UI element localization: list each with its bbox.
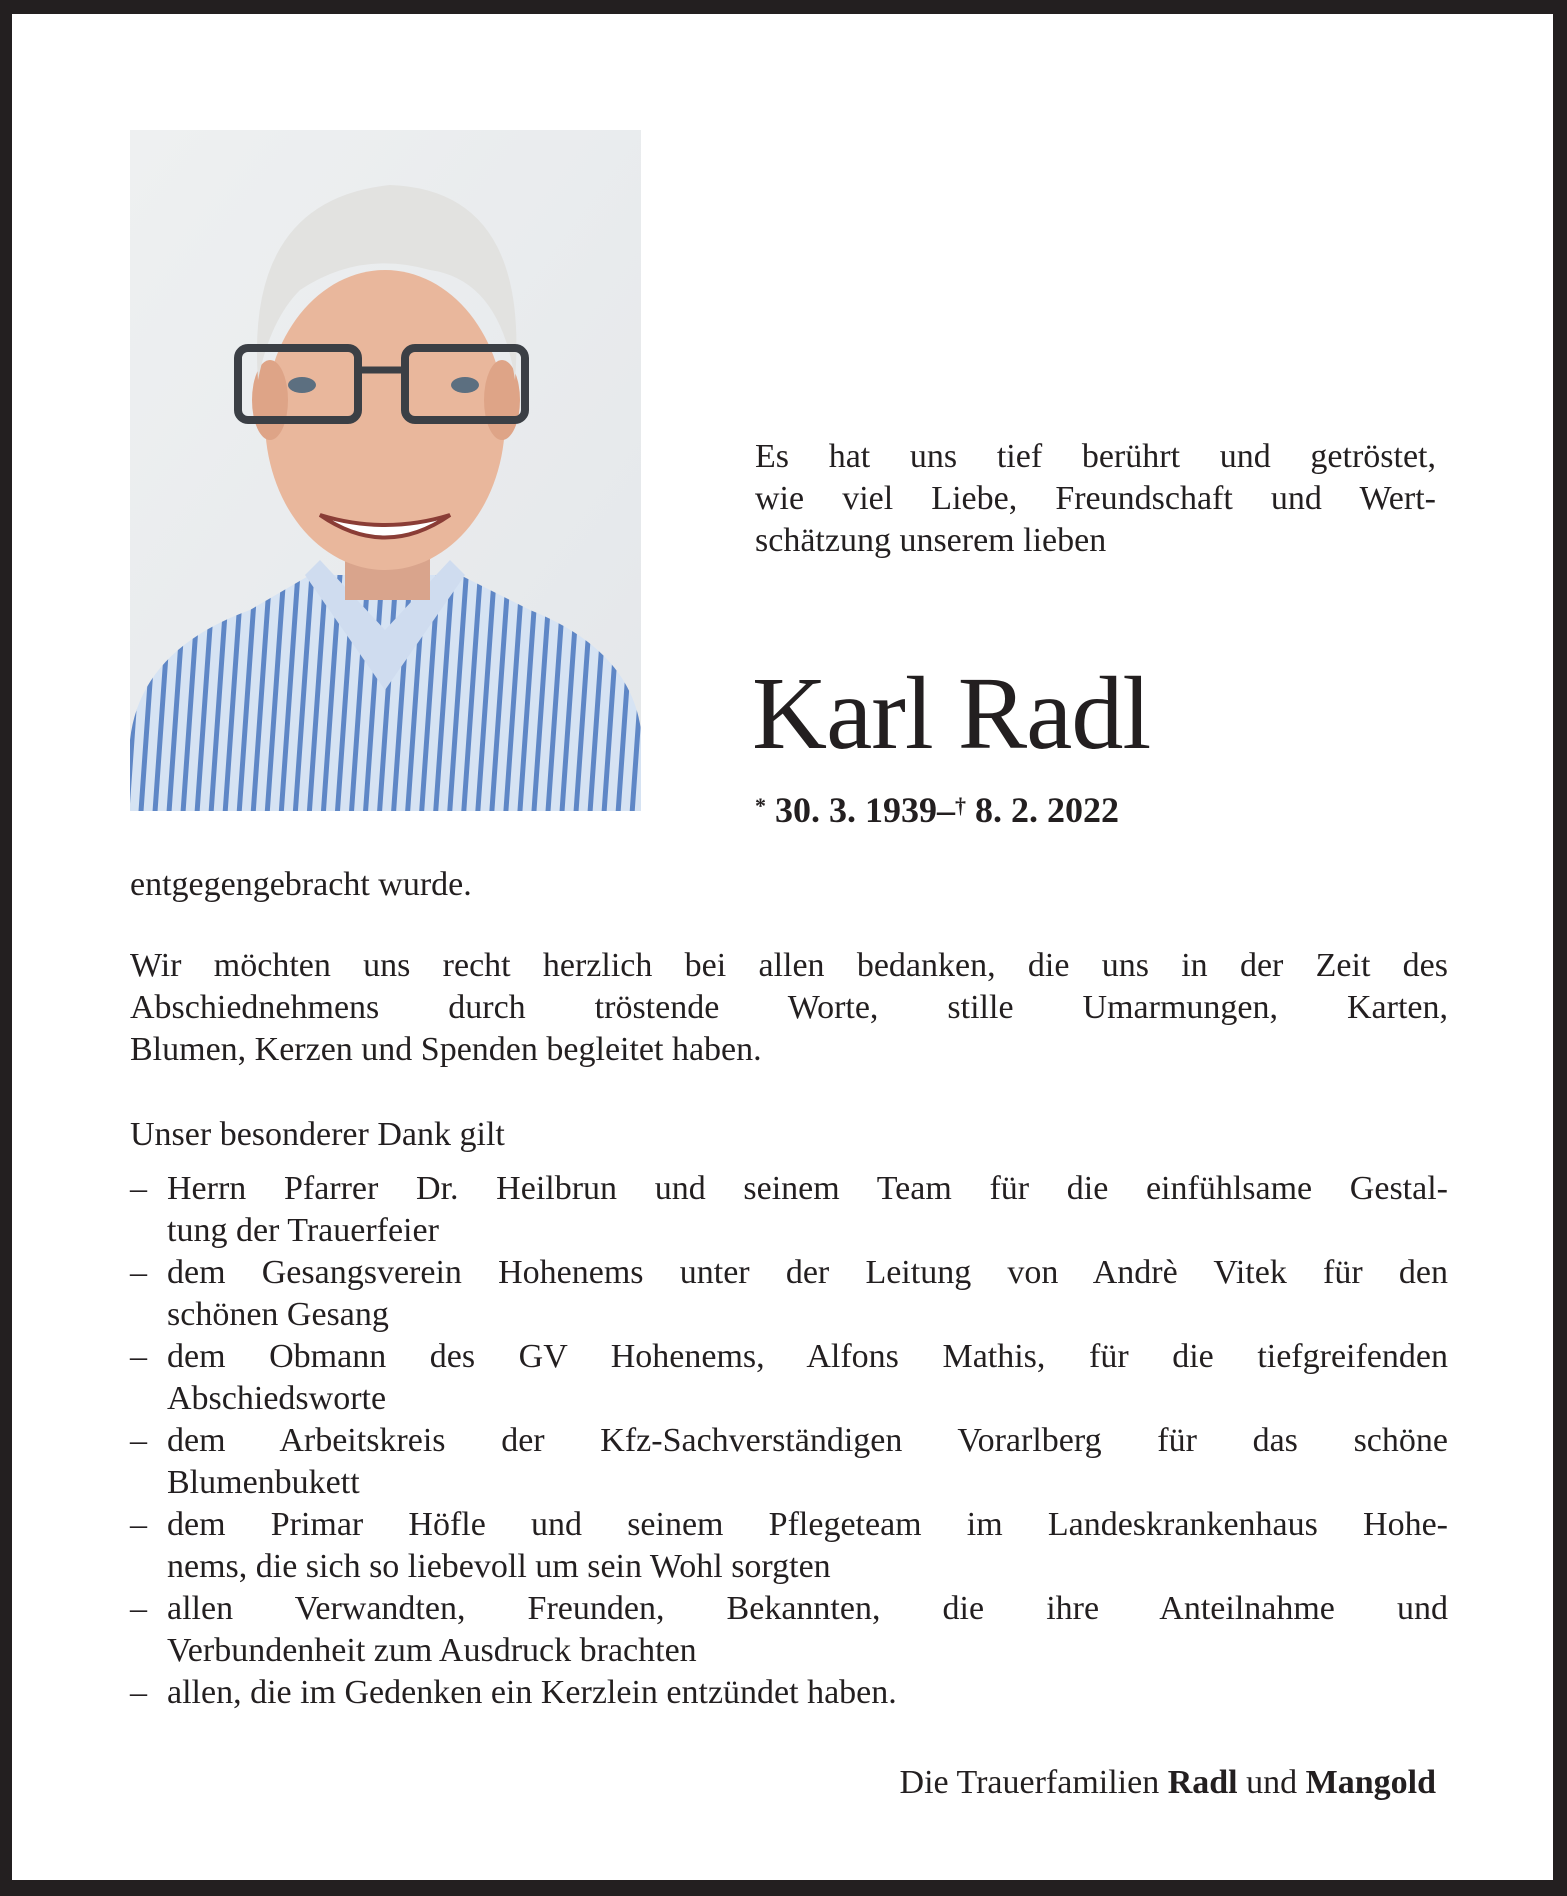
list-item-line: Blumenbukett (167, 1464, 360, 1501)
death-date: 8. 2. 2022 (975, 790, 1119, 830)
special-thanks-heading (130, 1114, 1448, 1156)
list-item-line: allen Verwandten, Freunden, Bekannten, die ihre Anteilnahme und (167, 1590, 1448, 1627)
list-item (130, 1504, 1448, 1588)
birth-symbol: * (755, 793, 766, 818)
thanks-line: Wir möchten uns recht herzlich bei allen bedanken, die uns in der Zeit des (130, 947, 1448, 984)
list-item-line: dem Primar Höfle und seinem Pflegeteam im Landeskrankenhaus Hohe- (167, 1506, 1448, 1543)
intro-line: schätzung unserem lieben (755, 522, 1107, 559)
list-item-line: Verbundenheit zum Ausdruck brachten (167, 1632, 697, 1669)
list-item-line: dem Gesangsverein Hohenems unter der Leitung von Andrè Vitek für den (167, 1254, 1448, 1291)
list-item (130, 1672, 1448, 1714)
list-dash: – (130, 1338, 147, 1375)
deceased-name: Karl Radl (752, 656, 1151, 771)
list-dash: – (130, 1254, 147, 1291)
list-item (130, 1420, 1448, 1504)
obituary-page (12, 14, 1553, 1880)
thanks-list (130, 1168, 1448, 1714)
death-symbol: † (955, 793, 966, 818)
list-dash: – (130, 1674, 147, 1711)
list-item-line: dem Obmann des GV Hohenems, Alfons Mathis, für die tiefgreifenden (167, 1338, 1448, 1375)
family-name-mangold: Mangold (1305, 1764, 1436, 1801)
continuation-line: entgegengebracht wurde. (130, 866, 472, 903)
intro-continuation (130, 864, 1448, 906)
list-item (130, 1336, 1448, 1420)
list-dash: – (130, 1170, 147, 1207)
portrait-photo (130, 130, 641, 811)
date-separator: – (937, 790, 955, 830)
list-item-line: nems, die sich so liebevoll um sein Wohl sorgten (167, 1548, 831, 1585)
life-dates (755, 788, 1119, 832)
birth-date: 30. 3. 1939 (775, 790, 937, 830)
signature-prefix: Die Trauerfamilien (899, 1764, 1160, 1801)
list-item-line: schönen Gesang (167, 1296, 389, 1333)
signature-conjunction: und (1246, 1764, 1298, 1801)
thanks-paragraph (130, 945, 1448, 1071)
intro-line: wie viel Liebe, Freundschaft und Wert- (755, 480, 1436, 517)
intro-text (755, 436, 1436, 562)
intro-line: Es hat uns tief berührt und getröstet, (755, 438, 1436, 475)
signature (900, 1762, 1436, 1804)
list-item-line: Abschiedsworte (167, 1380, 387, 1417)
list-dash: – (130, 1422, 147, 1459)
list-item (130, 1252, 1448, 1336)
thanks-line: Blumen, Kerzen und Spenden begleitet haben. (130, 1031, 762, 1068)
list-item-line: allen, die im Gedenken ein Kerzlein entzündet haben. (167, 1674, 897, 1711)
list-item-line: dem Arbeitskreis der Kfz-Sachverständigen Vorarlberg für das schöne (167, 1422, 1448, 1459)
family-name-radl: Radl (1167, 1764, 1238, 1801)
list-dash: – (130, 1506, 147, 1543)
thanks-line: Abschiednehmens durch tröstende Worte, stille Umarmungen, Karten, (130, 989, 1448, 1026)
list-item-line: Herrn Pfarrer Dr. Heilbrun und seinem Team für die einfühlsame Gestal- (167, 1170, 1448, 1207)
special-thanks-text: Unser besonderer Dank gilt (130, 1116, 505, 1153)
list-item (130, 1588, 1448, 1672)
list-dash: – (130, 1590, 147, 1627)
list-item-line: tung der Trauerfeier (167, 1212, 439, 1249)
list-item (130, 1168, 1448, 1252)
